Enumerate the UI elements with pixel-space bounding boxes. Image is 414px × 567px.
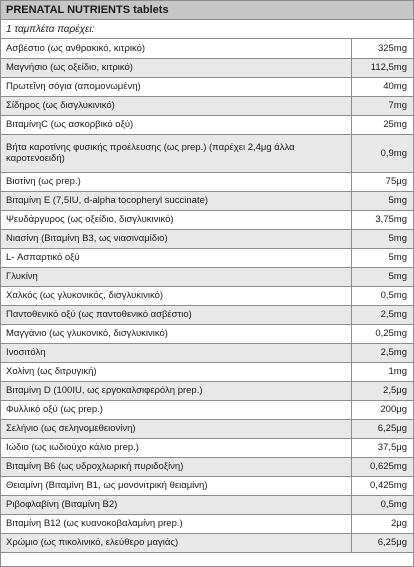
nutrient-amount: 2μg [351, 514, 413, 533]
table-row [1, 134, 413, 172]
nutrient-name: Σίδηρος (ως δισγλυκινικό) [1, 96, 351, 115]
table-row [1, 457, 413, 476]
nutrient-amount: 37,5μg [351, 438, 413, 457]
table-row [1, 343, 413, 362]
table-row [1, 305, 413, 324]
table-row [1, 476, 413, 495]
nutrient-amount: 5mg [351, 267, 413, 286]
nutrient-name: Πρωτεΐνη σόγια (απομονωμένη) [1, 77, 351, 96]
nutrient-amount: 6,25μg [351, 533, 413, 552]
nutrient-amount: 5mg [351, 191, 413, 210]
nutrient-amount: 40mg [351, 77, 413, 96]
nutrient-amount: 200μg [351, 400, 413, 419]
table-row [1, 172, 413, 191]
table-row [1, 210, 413, 229]
nutrient-amount: 0,9mg [351, 134, 413, 172]
nutrient-amount: 325mg [351, 39, 413, 58]
nutrient-amount: 2,5mg [351, 305, 413, 324]
nutrient-name: Βιταμίνη D (100IU, ως εργοκαλσιφερόλη prep.) [1, 381, 351, 400]
table-row [1, 324, 413, 343]
nutrient-name: Παντοθενικό οξύ (ως παντοθενικό ασβέστιο) [1, 305, 351, 324]
table-row [1, 229, 413, 248]
nutrient-amount: 0,425mg [351, 476, 413, 495]
nutrient-amount: 2,5mg [351, 343, 413, 362]
nutrient-name: ΒιταμίνηC (ως ασκορβικό οξύ) [1, 115, 351, 134]
table-row [1, 248, 413, 267]
nutrient-name: Ασβέστιο (ως ανθρακικό, κιτρικό) [1, 39, 351, 58]
nutrient-amount: 5mg [351, 248, 413, 267]
table-row [1, 115, 413, 134]
nutrient-amount: 6,25μg [351, 419, 413, 438]
table-row [1, 438, 413, 457]
nutrient-amount: 7mg [351, 96, 413, 115]
table-row [1, 514, 413, 533]
nutrient-amount: 1mg [351, 362, 413, 381]
nutrient-name: Βιταμίνη Β12 (ως κυανοκοβαλαμίνη prep.) [1, 514, 351, 533]
nutrient-name: Θειαμίνη (Βιταμίνη Β1, ως μονονιτρική θειαμίνη) [1, 476, 351, 495]
nutrient-amount: 2,5μg [351, 381, 413, 400]
nutrient-name: Ιώδιο (ως ιωδιούχο κάλιο prep.) [1, 438, 351, 457]
nutrient-name: Φυλλικό οξύ (ως prep.) [1, 400, 351, 419]
nutrient-amount: 112,5mg [351, 58, 413, 77]
nutrient-name: Χαλκός (ως γλυκονικός, δισγλυκινικό) [1, 286, 351, 305]
nutrient-name: Ριβοφλαβίνη (Βιταμίνη Β2) [1, 495, 351, 514]
nutrient-amount: 0,625mg [351, 457, 413, 476]
nutrient-name: Βήτα καροτίνης φυσικής προέλευσης (ως prep.) (παρέχει 2,4μg άλλα καροτενοειδή) [1, 134, 351, 172]
serving-subtitle: 1 ταμπλέτα παρέχει: [1, 20, 413, 39]
table-row [1, 419, 413, 438]
table-row [1, 58, 413, 77]
nutrient-amount: 3,75mg [351, 210, 413, 229]
nutrient-name: Γλυκίνη [1, 267, 351, 286]
nutrient-name: Μαγνήσιο (ως οξείδιο, κιτρικό) [1, 58, 351, 77]
table-row [1, 267, 413, 286]
table-row [1, 533, 413, 552]
nutrient-amount: 0,25mg [351, 324, 413, 343]
nutrient-amount: 5mg [351, 229, 413, 248]
nutrient-amount: 25mg [351, 115, 413, 134]
nutrient-table [1, 39, 413, 553]
table-row [1, 400, 413, 419]
table-row [1, 77, 413, 96]
nutrient-amount: 0,5mg [351, 495, 413, 514]
nutrient-name: Ψευδάργυρος (ως οξείδιο, δισγλυκινικό) [1, 210, 351, 229]
table-title: PRENATAL NUTRIENTS tablets [1, 1, 413, 20]
nutrient-amount: 75μg [351, 172, 413, 191]
table-row [1, 495, 413, 514]
nutrient-name: Χρώμιο (ως πικολινικό, ελεύθερο μαγιάς) [1, 533, 351, 552]
nutrient-name: Σελήνιο (ως σεληνομεθειονίνη) [1, 419, 351, 438]
table-row [1, 381, 413, 400]
nutrient-name: L- Ασπαρτικό οξύ [1, 248, 351, 267]
table-row [1, 362, 413, 381]
table-row [1, 286, 413, 305]
table-row [1, 191, 413, 210]
table-row [1, 39, 413, 58]
nutrient-name: Βιταμίνη Β6 (ως υδροχλωρική πυριδοξίνη) [1, 457, 351, 476]
nutrient-name: Ινοσιτόλη [1, 343, 351, 362]
nutrient-name: Νιασίνη (Βιταμίνη Β3, ως νιασιναμίδιο) [1, 229, 351, 248]
nutrient-name: Βιταμίνη Ε (7,5IU, d-alpha tocopheryl succinate) [1, 191, 351, 210]
nutrient-name: Χολίνη (ως διτρυγική) [1, 362, 351, 381]
nutrient-amount: 0,5mg [351, 286, 413, 305]
nutrient-name: Βιοτίνη (ως prep.) [1, 172, 351, 191]
table-row [1, 96, 413, 115]
nutrient-name: Μαγγάνιο (ως γλυκονικό, δισγλυκινικό) [1, 324, 351, 343]
